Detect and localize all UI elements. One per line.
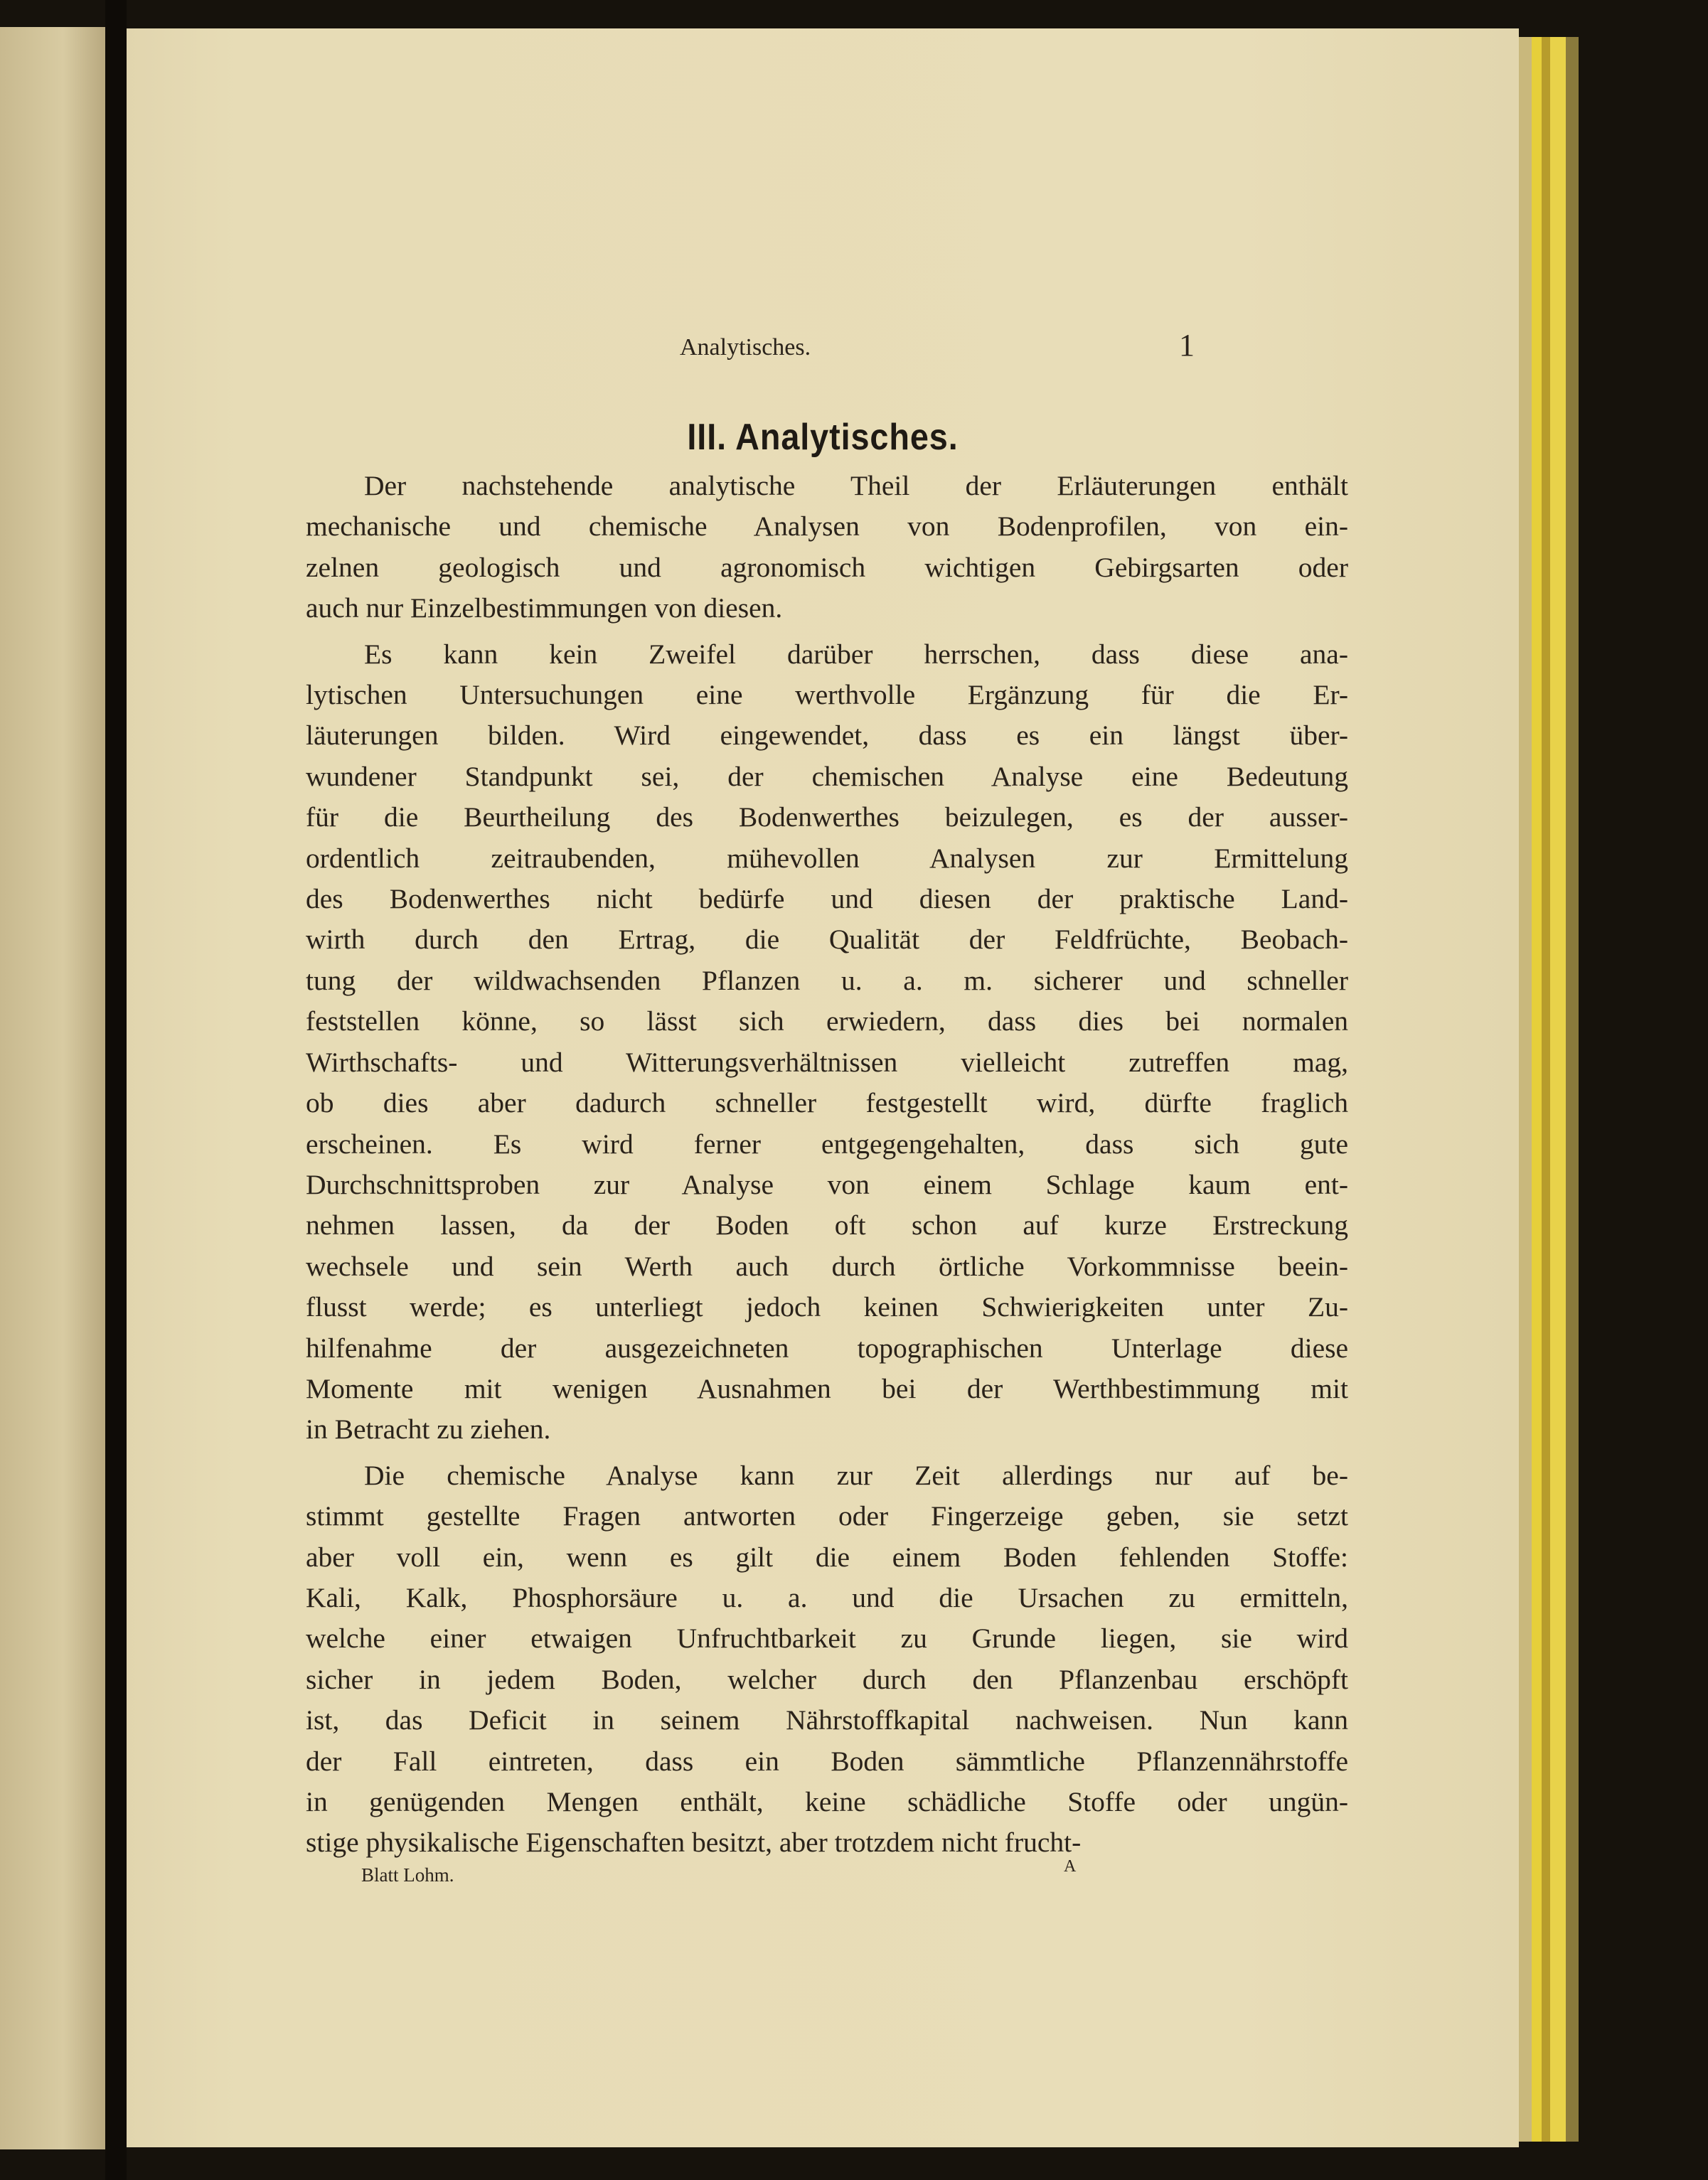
- text-line: Durchschnittsproben zur Analyse von einem Schlage kaum ent-: [306, 1168, 1348, 1200]
- text-line: flusst werde; es unterliegt jedoch keinen Schwierigkeiten unter Zu-: [306, 1291, 1348, 1323]
- text-line: tung der wildwachsenden Pflanzen u. a. m. sicherer und schneller: [306, 964, 1348, 996]
- text-line: stimmt gestellte Fragen antworten oder Fingerzeige geben, sie setzt: [306, 1500, 1348, 1532]
- page-block-edge: [1550, 37, 1566, 2142]
- book-page: [127, 28, 1519, 2147]
- page-block-edge: [1566, 37, 1579, 2142]
- text-line: ist, das Deficit in seinem Nährstoffkapital nachweisen. Nun kann: [306, 1704, 1348, 1736]
- page-block-edge: [1542, 37, 1550, 2142]
- text-line: in genügenden Mengen enthält, keine schädliche Stoffe oder ungün-: [306, 1786, 1348, 1817]
- chapter-heading: III. Analytisches.: [687, 417, 959, 458]
- text-line: ordentlich zeitraubenden, mühevollen Analysen zur Ermittelung: [306, 842, 1348, 874]
- book-gutter: [105, 0, 127, 2180]
- text-line: aber voll ein, wenn es gilt die einem Boden fehlenden Stoffe:: [306, 1541, 1348, 1573]
- paragraph: [306, 1455, 1348, 1864]
- text-line: für die Beurtheilung des Bodenwerthes beizulegen, es der ausser-: [306, 801, 1348, 833]
- text-line: wechsele und sein Werth auch durch örtliche Vorkommnisse beein-: [306, 1250, 1348, 1282]
- page-block-edge: [1519, 37, 1532, 2142]
- running-title: Analytisches.: [680, 334, 811, 360]
- text-line: hilfenahme der ausgezeichneten topographischen Unterlage diese: [306, 1332, 1348, 1364]
- text-line: Momente mit wenigen Ausnahmen bei der Werthbestimmung mit: [306, 1372, 1348, 1404]
- text-line: läuterungen bilden. Wird eingewendet, dass es ein längst über-: [306, 720, 1348, 752]
- text-line: welche einer etwaigen Unfruchtbarkeit zu Grunde liegen, sie wird: [306, 1623, 1348, 1655]
- text-line: in Betracht zu ziehen.: [306, 1414, 551, 1446]
- page-block-edge: [1532, 37, 1542, 2142]
- text-line: lytischen Untersuchungen eine werthvolle Ergänzung für die Er-: [306, 679, 1348, 711]
- text-line: sicher in jedem Boden, welcher durch den Pflanzenbau erschöpft: [306, 1663, 1348, 1695]
- text-line: mechanische und chemische Analysen von Bodenprofilen, von ein-: [306, 511, 1348, 543]
- text-line: erscheinen. Es wird ferner entgegengehalten, dass sich gute: [306, 1128, 1348, 1160]
- running-head: [127, 327, 1519, 370]
- page-number: 1: [1179, 328, 1195, 363]
- text-line: des Bodenwerthes nicht bedürfe und diesen der praktische Land-: [306, 883, 1348, 915]
- text-line: feststellen könne, so lässt sich erwiedern, dass dies bei normalen: [306, 1005, 1348, 1037]
- text-line: wirth durch den Ertrag, die Qualität der Feldfrüchte, Beobach-: [306, 924, 1348, 956]
- paragraph: [306, 634, 1348, 1450]
- footer-signature: Blatt Lohm.: [361, 1864, 454, 1886]
- text-line: Der nachstehende analytische Theil der Erläuterungen enthält: [364, 470, 1348, 501]
- text-line: zelnen geologisch und agronomisch wichtigen Gebirgsarten oder: [306, 551, 1348, 583]
- text-line: ob dies aber dadurch schneller festgestellt wird, dürfte fraglich: [306, 1087, 1348, 1119]
- paragraph: [306, 466, 1348, 629]
- text-line: Die chemische Analyse kann zur Zeit allerdings nur auf be-: [364, 1459, 1348, 1491]
- footer-signature-mark: A: [1064, 1857, 1077, 1876]
- text-line: nehmen lassen, da der Boden oft schon auf kurze Erstreckung: [306, 1209, 1348, 1241]
- text-line: Es kann kein Zweifel darüber herrschen, dass diese ana-: [364, 638, 1348, 670]
- text-line: Wirthschafts- und Witterungsverhältnissen vielleicht zutreffen mag,: [306, 1046, 1348, 1078]
- text-line: Kali, Kalk, Phosphorsäure u. a. und die Ursachen zu ermitteln,: [306, 1581, 1348, 1613]
- text-line: stige physikalische Eigenschaften besitzt, aber trotzdem nicht frucht-: [306, 1827, 1082, 1859]
- text-line: auch nur Einzelbestimmungen von diesen.: [306, 592, 783, 624]
- body-text: [306, 466, 1348, 1869]
- text-line: wundener Standpunkt sei, der chemischen Analyse eine Bedeutung: [306, 760, 1348, 792]
- text-line: der Fall eintreten, dass ein Boden sämmtliche Pflanzennährstoffe: [306, 1745, 1348, 1777]
- facing-page-edge: [0, 27, 105, 2149]
